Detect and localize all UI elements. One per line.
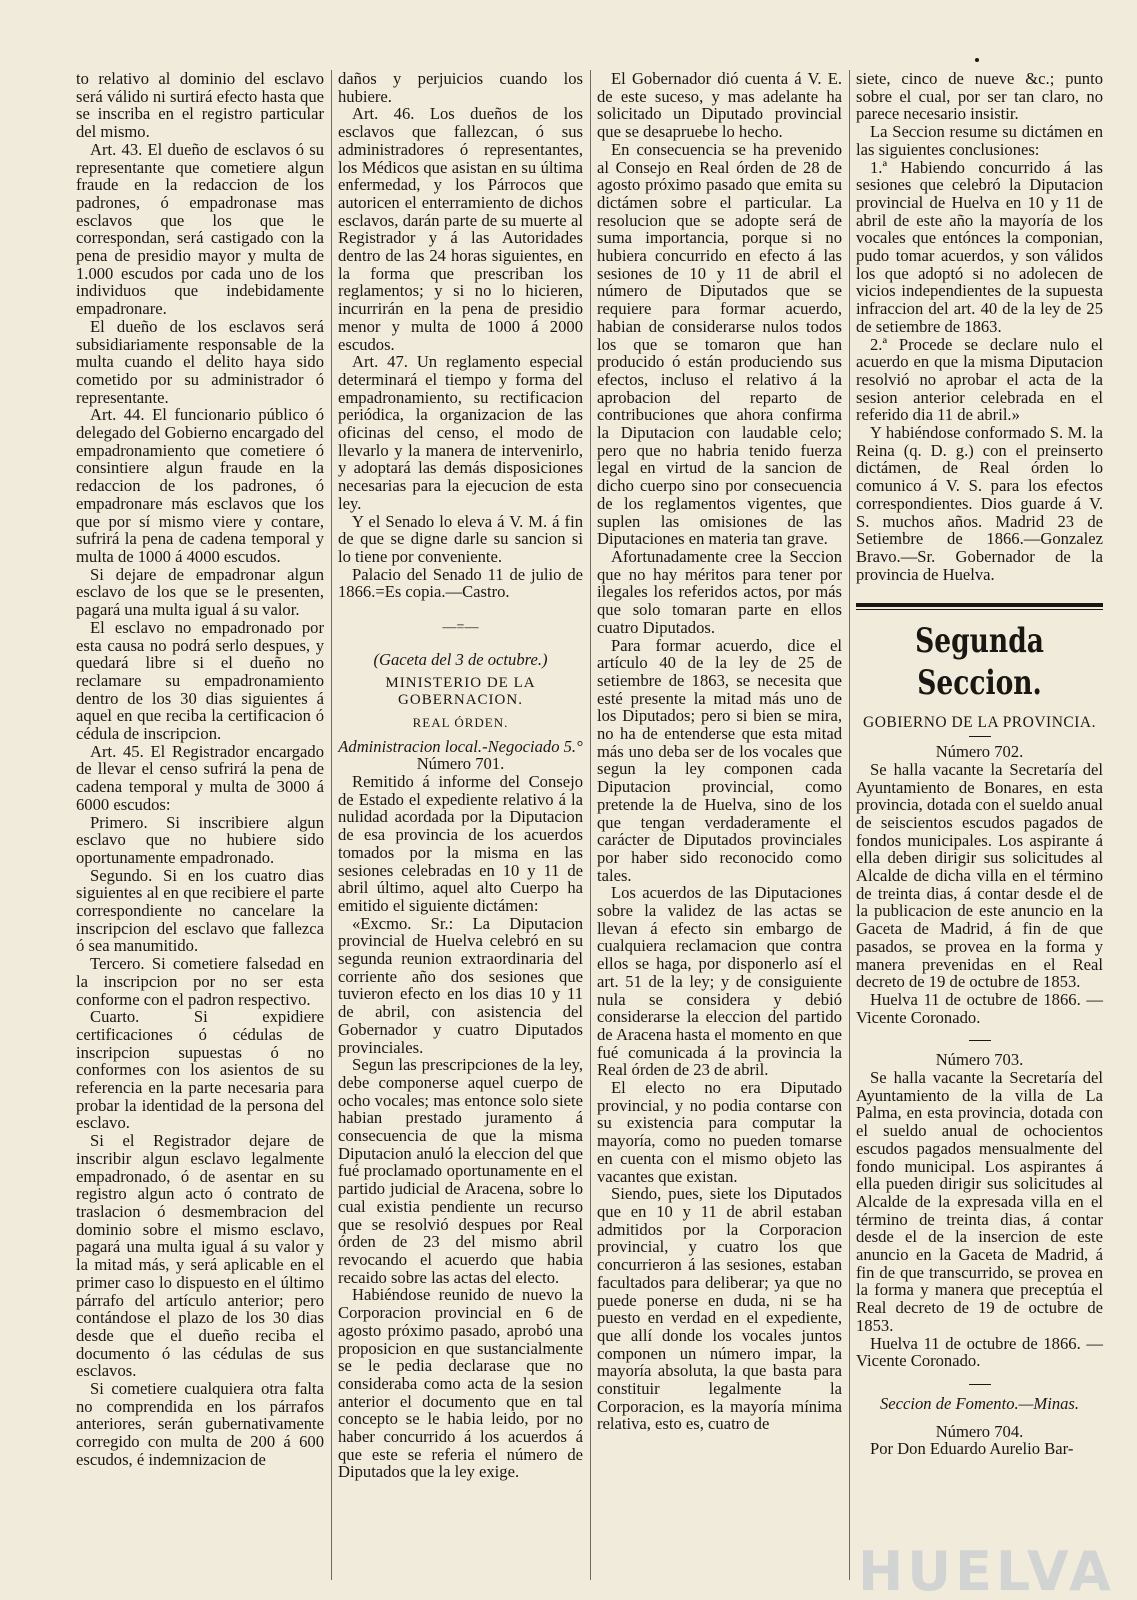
paragraph: Y habiéndose conformado S. M. la Reina (q. D. g.) con el preinserto dictámen, de Real órden lo comunico á V. S. para los efectos correspondientes. Dios guarde á V. S. muchos años. Madrid 23 de Setiembre de 1866.—Gonzalez Bravo.—Sr. Gobernador de la provincia de Huelva. [856,423,1103,584]
paragraph: El electo no era Diputado provincial, y no podia contarse con su existencia para computar la mayoría, como no pueden tomarse en cuenta con el mismo objeto las vacantes que existan. [597,1078,842,1186]
fomento-heading: Seccion de Fomento.—Minas. [879,1394,1080,1413]
paragraph: Se halla vacante la Secretaría del Ayuntamiento de la villa de La Palma, en esta provincia, dotada con el sueldo anual de ochocientos escudos pagados mensualmente del fondo municipal. Los aspirantes á ella pueden dirigir sus solicitudes al Alcalde de la expresada villa en el término de treinta dias, á contar desde el de la insercion de este anuncio en la Gaceta de Madrid, á fin de que transcurrido, se provea en la forma y manera que preceptúa el Real decreto de 19 de octubre de 1853. [856,1068,1103,1335]
paragraph: daños y perjuicios cuando los hubiere. [338,69,583,106]
paragraph: to relativo al dominio del esclavo será válido ni surtirá efecto hasta que se inscriba en el registro particular del mismo. [76,69,324,142]
paragraph: Siendo, pues, siete los Diputados que en 10 y 11 de abril estaban admitidos por la Corporacion provincial, y cuatro los que concurrieron á las sesiones, estaban facultados para deliberar; ya que no puede ponerse en duda, ni se ha puesto en verdad en el expediente, que allí donde los vocales juntos componen un número impar, la mayoría absoluta, la que basta para constituir legalmente la Corporacion, es la mayoría mínima relativa, esto es, cuatro de [597,1184,842,1434]
short-rule [969,1384,991,1385]
paragraph: «Excmo. Sr.: La Diputacion provincial de Huelva celebró en su segunda reunion extraordinaria del corriente año dos sesiones que tuvieron efecto en los dias 10 y 11 de abril, con asistencia del Gobernador y cuatro Diputados provinciales. [338,913,583,1057]
paragraph: Se halla vacante la Secretaría del Ayuntamiento de Bonares, en esta provincia, dotada con el sueldo anual de seiscientos escudos pagados de fondos municipales. Los aspirante á ella deben dirigir sus solicitudes al Alcalde de dicha villa en el término de treinta dias, á contar desde el de la publicacion de este anuncio en la Gaceta de Madrid, á fin de que pasados, se provea en la forma y manera prevenidas en el Real decreto de 19 de octubre de 1853. [856,759,1103,992]
paragraph: Afortunadamente cree la Seccion que no hay méritos para tener por ilegales los referidos actos, por más que solo tomaran parte en ellos cuatro Diputados. [597,546,842,637]
column-2 [338,70,583,1481]
paragraph: Segundo. Si en los cuatro dias siguientes al en que recibiere el parte correspondiente no cancelare la inscripcion del esclavo que fallezca ó sea manumitido. [76,865,324,956]
paragraph: Art. 46. Los dueños de los esclavos que fallezcan, ó sus administradores ó representantes, los Médicos que asistan en su última enfermedad, y los Párrocos que autoricen el enterramiento de dichos esclavos, darán parte de su muerte al Registrador y á las Autoridades dentro de las 24 horas siguientes, en la forma que prescriban los reglamentos; y si no lo hicieren, incurrirán en la pena de presidio menor y multa de 1000 á 2000 escudos. [338,104,583,354]
real-orden-heading: REAL ÓRDEN. [412,714,509,730]
column-rule [331,70,332,1580]
paragraph: 1.ª Habiendo concurrido á las sesiones que celebró la Diputacion provincial de Huelva en 10 y 11 de abril de este año la mayoría de los vocales que entónces la componian, pudo tomar acuerdos, y son válidos los que adoptó si no adolecen de vicios independientes de la supuesta infraccion del art. 40 de la ley de 25 de setiembre de 1863. [856,157,1103,336]
paragraph: Segun las prescripciones de la ley, debe componerse aquel cuerpo de ocho vocales; mas entonce solo siete habian prestado juramento á consecuencia de que la misma Diputacion anuló la eleccion del que fué proclamado oportunamente en el partido judicial de Aracena, sobre lo cual existia pendiente un recurso que se resolvió despues por Real órden de 23 del mismo abril revocando el acuerdo que habia recaido sobre las actas del electo. [338,1055,583,1287]
paragraph: En consecuencia se ha prevenido al Consejo en Real órden de 28 de agosto próximo pasado que emita su dictámen sobre el particular. La resolucion que se adopte será de suma importancia, porque si no hubiera concurrido en efecto á las sesiones de 10 y 11 de abril el número de Diputados que se requiere para formar acuerdo, habian de considerarse nulos todos los que se tomaron que han producido ó están produciendo sus efectos, incluso el relativo á la aprobacion del reparto de contribuciones que ahora confirma la Diputacion con laudable celo; pero que no habria tenido fuerza legal en virtud de la sancion de dicho cuerpo sino por consecuencia de los reglamentos vigentes, que suplen las omisiones de las Diputaciones en materia tan grave. [597,139,842,549]
section-title: Segunda Seccion. [915,621,1044,704]
short-rule [969,1040,991,1041]
column-rule [849,70,850,1580]
section-rule-thick [856,603,1103,607]
paragraph: Si cometiere cualquiera otra falta no comprendida en los párrafos anteriores, serán gubernativamente corregido con multa de 200 á 600 escudos, é indemnizacion de [76,1379,324,1469]
paragraph: siete, cinco de nueve &c.; punto sobre el cual, por ser tan claro, no parece necesario insistir. [856,69,1103,124]
paragraph: Cuarto. Si expidiere certificaciones ó cédulas de inscripcion supuestas ó no conformes con los asientos de su referencia en la parte necesaria para probar la identidad de la persona del esclavo. [76,1007,324,1133]
paragraph: Remitido á informe del Consejo de Estado el expediente relativo á la nulidad acordada por la Diputacion de esa provincia de los acuerdos tomados por la misma en las sesiones celebradas en 10 y 11 de abril último, aquel alto Cuerpo ha emitido el siguiente dictámen: [338,772,583,915]
paragraph: Art. 47. Un reglamento especial determinará el tiempo y forma del empadronamiento, su rectificacion periódica, la organizacion de las oficinas del censo, el modo de llevarlo y la manera de intervenirlo, y adoptará las demás disposiciones necesarias para la ejecucion de esta ley. [338,352,583,513]
paragraph: Palacio del Senado 11 de julio de 1866.=Es copia.—Castro. [338,564,583,602]
item-number: Número 703. [935,1050,1024,1070]
item-number: Número 704. [935,1421,1024,1441]
item-number: Número 702. [935,742,1024,762]
paragraph: Tercero. Si cometiere falsedad en la inscripcion por no ser esta conforme con el padron respectivo. [76,954,324,1009]
section-rule-thin [856,609,1103,610]
item-number: Número 701. [416,754,505,774]
paragraph: Los acuerdos de las Diputaciones sobre la validez de las actas se llevan á efecto sin embargo de cualquiera reclamacion que contra ellos se haga, por disponerlo así el art. 51 de la ley; y de consiguiente nula se considera y debió considerarse la eleccion del partido de Aracena hasta el momento en que fué comunicada á la provincia la Real órden de 23 de abril. [597,883,842,1080]
paragraph: Y el Senado lo eleva á V. M. á fin de que se digne darle su sancion si lo tiene por conveniente. [338,511,583,566]
paragraph: 2.ª Procede se declare nulo el acuerdo en que la misma Diputacion resolvió no aprobar el acta de la sesion anterior celebrada en el referido dia 11 de abril.» [856,334,1103,425]
ink-dot [975,58,979,62]
column-4 [856,70,1103,1458]
ministry-heading: MINISTERIO DE LA GOBERNACION. [385,674,536,709]
paragraph: Habiéndose reunido de nuevo la Corporacion provincial en 6 de agosto próximo pasado, aprobó una proposicion en que sustancialmente se le pedia declarase que no consideraba como acta de la sesion anterior el documento que en tal concepto se le habia leido, por no haber concurrido á los acuerdos á que este se referia el número de Diputados que la ley exige. [338,1285,583,1482]
paragraph: Primero. Si inscribiere algun esclavo que no hubiere sido oportunamente empadronado. [76,812,324,867]
paragraph: Si el Registrador dejare de inscribir algun esclavo legalmente empadronado, ó de asentar en su registro algun acto ó contrato de traslacion ó desmembracion del dominio sobre el mismo esclavo, pagará una multa igual á su valor y la mitad más, y será aplicable en el primer caso lo dispuesto en el último párrafo del artículo anterior; pero contándose el plazo de los 30 dias desde que el dueño reciba el documento ó las cédulas de sus esclavos. [76,1131,324,1381]
paragraph: Para formar acuerdo, dice el artículo 40 de la ley de 25 de setiembre de 1863, se necesita que esté presente la mitad más uno de los Diputados; pero si bien se mira, no ha de entenderse que esta mitad más uno deba ser de los vocales que segun la ley componen cada Diputacion provincial, como pretende la de Huelva, sino de los que tengan verdaderamente el carácter de Diputados provinciales por haber sido reconocido como tales. [597,635,842,885]
paragraph: Si dejare de empadronar algun esclavo de los que se le presenten, pagará una multa igual á su valor. [76,564,324,620]
paragraph: El dueño de los esclavos será subsidiariamente responsable de la multa cuando el delito haya sido cometido por su administrador ó representante. [76,316,324,407]
paragraph: Art. 44. El funcionario público ó delegado del Gobierno encargado del empadronamiento que cometiere ó consintiere algun fraude en la redaccion de los padrones, ó empadronare más esclavos que los que por sí mismo viere y contare, sufrirá la pena de cadena temporal y multa de 1000 á 4000 escudos. [76,405,324,566]
paragraph: La Seccion resume su dictámen en las siguientes conclusiones: [856,122,1103,159]
paragraph: El esclavo no empadronado por esta causa no podrá serlo despues, y quedará libre si el dueño no reclamare su empadronamiento dentro de los 30 dias siguientes á aquel en que reciba la certificacion ó cédula de inscripcion. [76,617,324,744]
paragraph: Art. 45. El Registrador encargado de llevar el censo sufrirá la pena de cadena temporal y multa de 3000 á 6000 escudos: [76,741,324,814]
signature-line: Huelva 11 de octubre de 1866. —Vicente Coronado. [856,1333,1103,1371]
government-heading: GOBIERNO DE LA PROVINCIA. [863,714,1096,732]
paragraph: Por Don Eduardo Aurelio Bar- [870,1439,1074,1459]
column-rule [590,70,591,1580]
divider: —=— [442,620,479,636]
column-3 [597,70,842,1433]
negociado-line: Administracion local.-Negociado 5.° [338,736,583,756]
signature-line: Huelva 11 de octubre de 1866. —Vicente Coronado. [856,989,1103,1027]
gazette-reference: (Gaceta del 3 de octubre.) [373,649,548,669]
paragraph: Art. 43. El dueño de esclavos ó su representante que cometiere algun fraude en la redaccion de los padrones, ó empadronase mas esclavos que los que le correspondan, será castigado con la pena de presidio mayor y multa de 1.000 escudos por cada uno de los individuos que indebidamente empadronare. [76,139,324,319]
paragraph: El Gobernador dió cuenta á V. E. de este suceso, y mas adelante ha solicitado un Diputado provincial que se desapruebe lo hecho. [597,69,842,142]
short-rule [969,736,991,737]
column-1 [76,70,324,1469]
archive-watermark: HUELVA [858,1540,1115,1600]
